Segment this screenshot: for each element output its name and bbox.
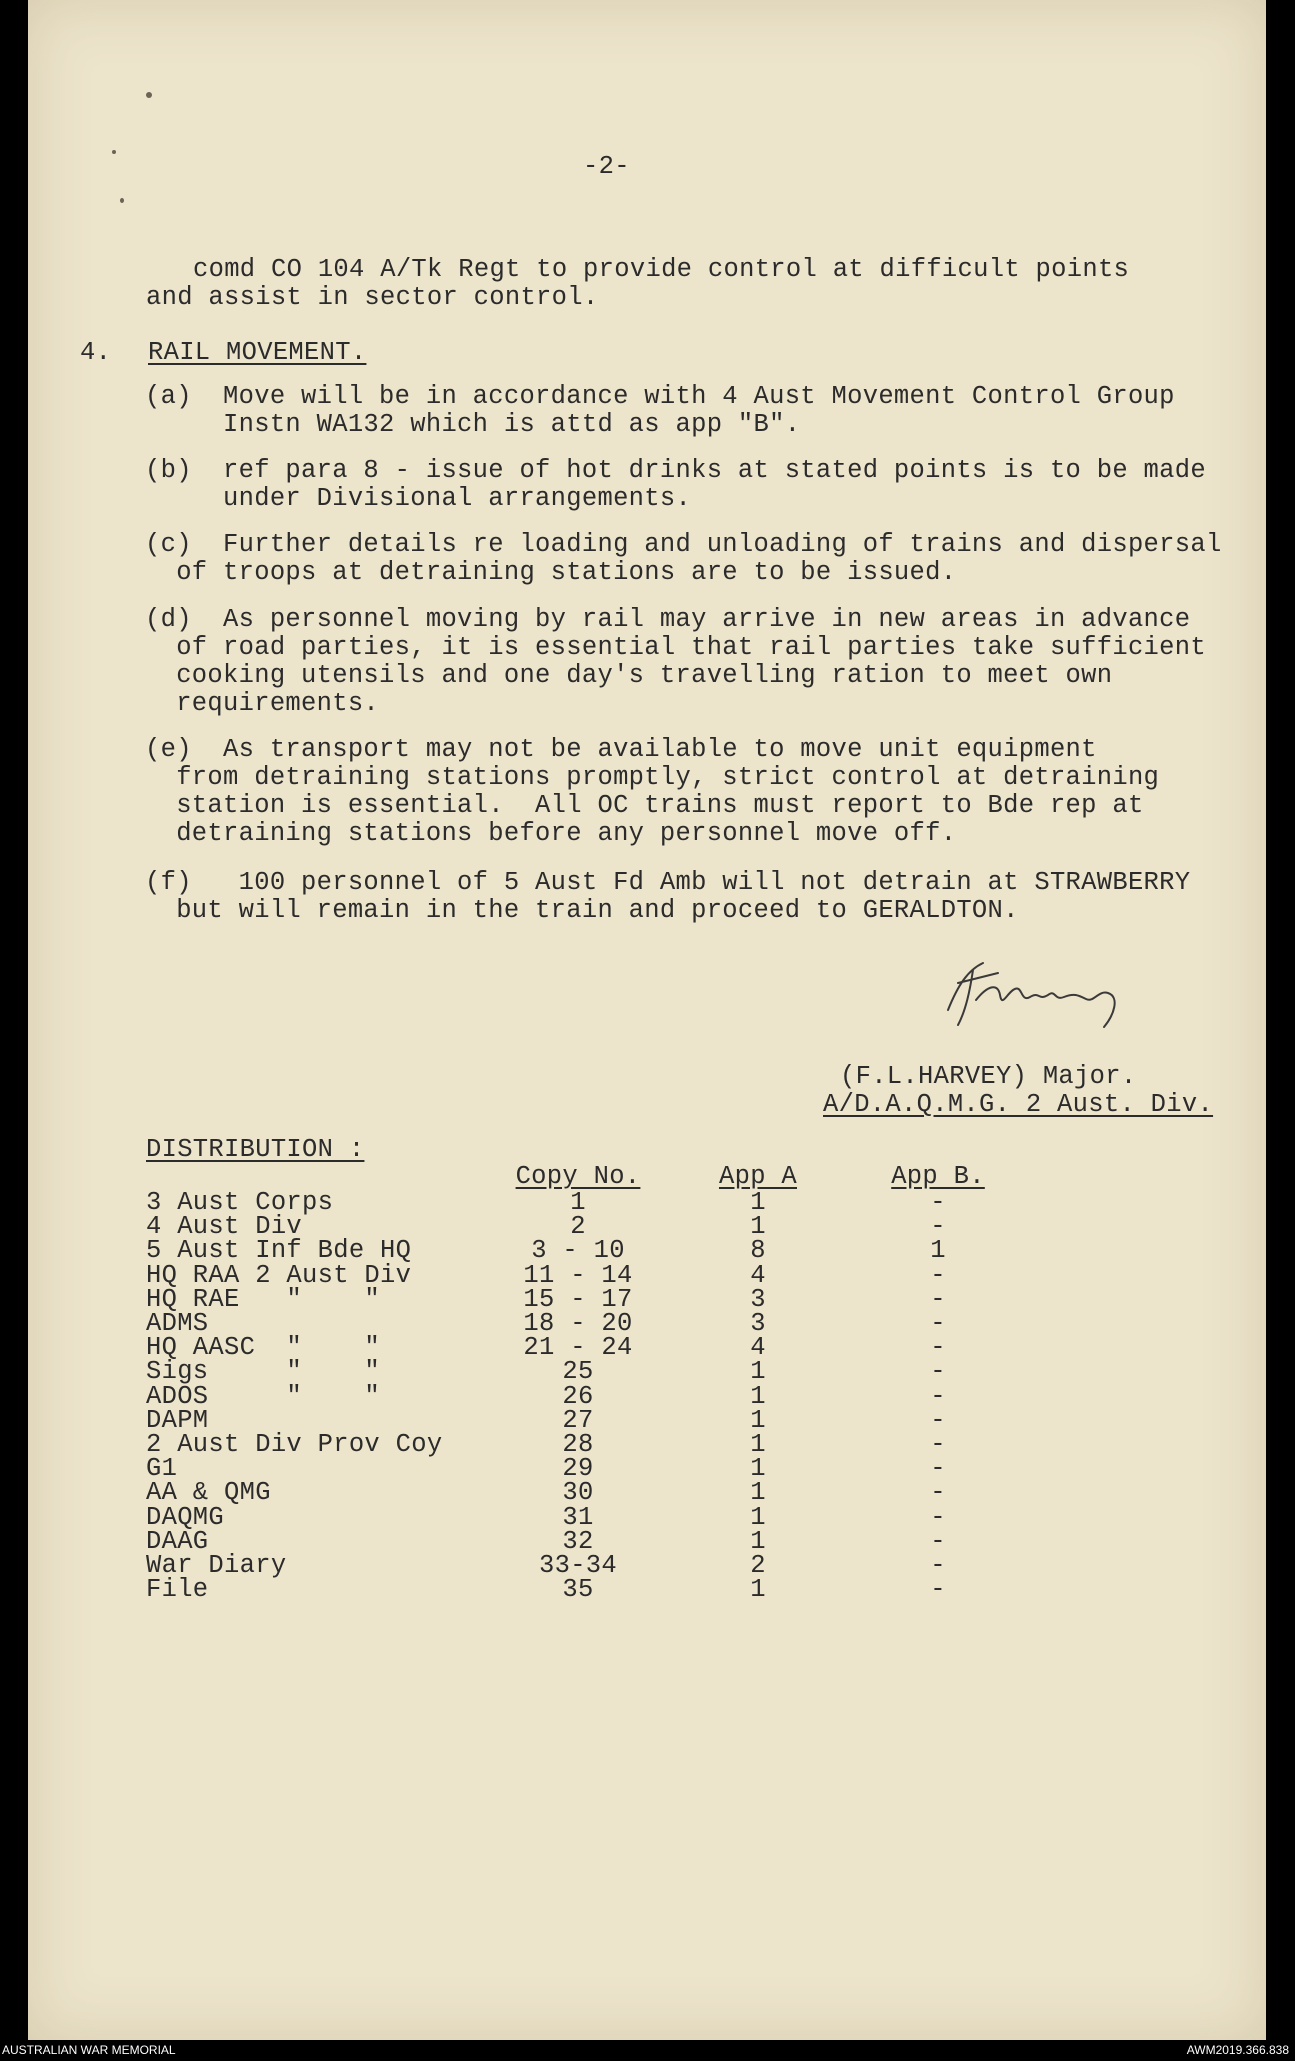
distribution-app-b: 1 <box>930 1236 946 1266</box>
distribution-app-b: - <box>930 1551 946 1580</box>
distribution-unit: DAQMG <box>146 1502 225 1532</box>
distribution-heading: DISTRIBUTION : <box>146 1135 365 1164</box>
distribution-app-a: 4 <box>750 1333 766 1363</box>
distribution-app-b: - <box>930 1188 946 1217</box>
distribution-app-b: - <box>930 1333 946 1363</box>
paragraph-line: of troops at detraining stations are to be issued. <box>145 558 957 587</box>
distribution-app-a: 3 <box>750 1309 766 1338</box>
distribution-app-b: - <box>930 1430 946 1459</box>
distribution-app-a: 1 <box>750 1381 766 1411</box>
paragraph-line: from detraining stations promptly, strict control at detraining <box>145 763 1160 792</box>
document-page <box>28 0 1266 2040</box>
paper-mark <box>112 150 116 154</box>
column-header-copy: Copy No. <box>515 1162 641 1191</box>
distribution-app-b: - <box>930 1212 946 1242</box>
distribution-copy-no: 26 <box>562 1381 594 1411</box>
paragraph-line: under Divisional arrangements. <box>145 484 692 513</box>
distribution-app-a: 1 <box>750 1212 766 1242</box>
paragraph-line: (d) As personnel moving by rail may arrive in new areas in advance <box>145 605 1191 634</box>
distribution-copy-no: 29 <box>562 1454 594 1484</box>
distribution-copy-no: 35 <box>562 1575 594 1605</box>
paragraph-line: Instn WA132 which is attd as app "B". <box>145 410 801 439</box>
distribution-copy-no: 25 <box>562 1357 594 1387</box>
distribution-unit: Sigs " " <box>146 1357 381 1387</box>
paragraph-line: detraining stations before any personnel move off. <box>145 819 957 848</box>
distribution-copy-no: 31 <box>562 1502 594 1532</box>
distribution-app-b: - <box>930 1575 946 1605</box>
distribution-app-b: - <box>930 1309 946 1338</box>
distribution-copy-no: 30 <box>562 1478 594 1508</box>
distribution-copy-no: 27 <box>562 1405 594 1435</box>
paragraph-line: (f) 100 personnel of 5 Aust Fd Amb will not detrain at STRAWBERRY <box>145 868 1191 897</box>
distribution-copy-no: 15 - 17 <box>523 1284 633 1314</box>
distribution-app-a: 1 <box>750 1188 766 1217</box>
distribution-unit: HQ RAA 2 Aust Div <box>146 1260 412 1290</box>
distribution-unit: AA & QMG <box>146 1478 271 1508</box>
section-number: 4. <box>80 338 112 367</box>
column-header-app-a: App A <box>718 1162 797 1191</box>
distribution-app-a: 1 <box>750 1357 766 1387</box>
distribution-app-a: 8 <box>750 1236 766 1266</box>
signatory-title: A/D.A.Q.M.G. 2 Aust. Div. <box>823 1090 1214 1119</box>
distribution-unit: DAAG <box>146 1526 209 1556</box>
distribution-app-b: - <box>930 1284 946 1314</box>
distribution-unit: HQ AASC " " <box>146 1333 381 1363</box>
distribution-app-b: - <box>930 1478 946 1508</box>
column-header-app-b: App B. <box>891 1162 985 1191</box>
section-heading: RAIL MOVEMENT. <box>148 338 367 367</box>
intro-line: and assist in sector control. <box>146 283 599 312</box>
distribution-app-b: - <box>930 1502 946 1532</box>
distribution-unit: ADOS " " <box>146 1381 381 1411</box>
distribution-unit: DAPM <box>146 1405 209 1435</box>
distribution-unit: War Diary <box>146 1551 287 1580</box>
distribution-copy-no: 2 <box>570 1212 586 1242</box>
distribution-app-b: - <box>930 1405 946 1435</box>
distribution-app-a: 2 <box>750 1551 766 1580</box>
distribution-app-b: - <box>930 1526 946 1556</box>
distribution-app-a: 1 <box>750 1405 766 1435</box>
distribution-app-b: - <box>930 1260 946 1290</box>
distribution-app-a: 3 <box>750 1284 766 1314</box>
distribution-unit: G1 <box>146 1454 178 1484</box>
paragraph-line: cooking utensils and one day's travelling ration to meet own <box>145 661 1113 690</box>
distribution-copy-no: 3 - 10 <box>531 1236 625 1266</box>
paper-mark <box>146 92 152 98</box>
distribution-app-b: - <box>930 1357 946 1387</box>
distribution-app-b: - <box>930 1381 946 1411</box>
paragraph-line: but will remain in the train and proceed to GERALDTON. <box>145 896 1019 925</box>
paragraph-line: (c) Further details re loading and unloading of trains and dispersal <box>145 530 1222 559</box>
intro-line: comd CO 104 A/Tk Regt to provide control at difficult points <box>193 255 1130 284</box>
distribution-app-a: 4 <box>750 1260 766 1290</box>
distribution-unit: 3 Aust Corps <box>146 1188 334 1217</box>
paragraph-line: (e) As transport may not be available to move unit equipment <box>145 735 1097 764</box>
distribution-app-a: 1 <box>750 1478 766 1508</box>
distribution-copy-no: 28 <box>562 1430 594 1459</box>
distribution-app-a: 1 <box>750 1430 766 1459</box>
distribution-unit: 4 Aust Div <box>146 1212 303 1242</box>
distribution-copy-no: 21 - 24 <box>523 1333 633 1363</box>
distribution-app-a: 1 <box>750 1526 766 1556</box>
distribution-unit: File <box>146 1575 209 1605</box>
page-number: -2- <box>583 152 630 181</box>
distribution-app-b: - <box>930 1454 946 1484</box>
distribution-app-a: 1 <box>750 1575 766 1605</box>
distribution-copy-no: 33-34 <box>538 1551 617 1580</box>
distribution-copy-no: 11 - 14 <box>523 1260 633 1290</box>
handwritten-signature <box>928 955 1188 1035</box>
paragraph-line: requirements. <box>145 689 380 718</box>
distribution-unit: 5 Aust Inf Bde HQ <box>146 1236 412 1266</box>
distribution-copy-no: 32 <box>562 1526 594 1556</box>
footer-reference: AWM2019.366.838 <box>1186 2043 1289 2057</box>
footer-institution: AUSTRALIAN WAR MEMORIAL <box>2 2043 176 2057</box>
distribution-app-a: 1 <box>750 1502 766 1532</box>
distribution-copy-no: 18 - 20 <box>523 1309 633 1338</box>
distribution-copy-no: 1 <box>570 1188 586 1217</box>
distribution-app-a: 1 <box>750 1454 766 1484</box>
paragraph-line: (b) ref para 8 - issue of hot drinks at stated points is to be made <box>145 456 1206 485</box>
paragraph-line: of road parties, it is essential that rail parties take sufficient <box>145 633 1206 662</box>
paragraph-line: station is essential. All OC trains must report to Bde rep at <box>145 791 1144 820</box>
signatory-name: (F.L.HARVEY) Major. <box>840 1062 1137 1091</box>
distribution-unit: 2 Aust Div Prov Coy <box>146 1430 443 1459</box>
paragraph-line: (a) Move will be in accordance with 4 Aust Movement Control Group <box>145 382 1175 411</box>
distribution-unit: HQ RAE " " <box>146 1284 381 1314</box>
paper-mark <box>120 198 124 203</box>
distribution-unit: ADMS <box>146 1309 209 1338</box>
